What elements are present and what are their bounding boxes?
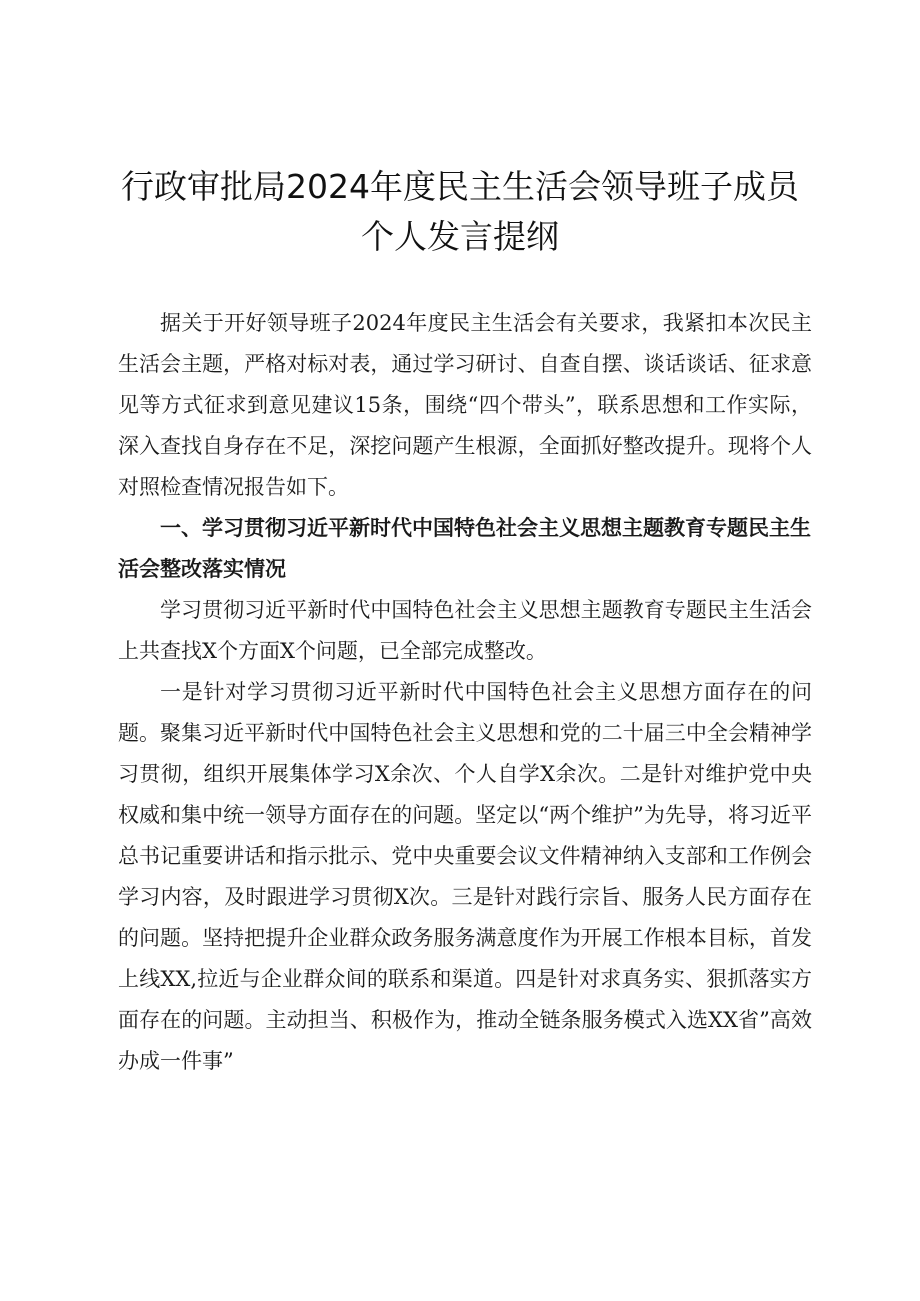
document-body [118,303,812,1082]
section-summary-paragraph: 学习贯彻习近平新时代中国特色社会主义思想主题教育专题民主生活会上共查找X个方面X个问题，已全部完成整改。 [118,598,812,663]
document-title: 行政审批局2024年度民主生活会领导班子成员个人发言提纲 [121,167,799,256]
intro-paragraph: 据关于开好领导班子2024年度民主生活会有关要求，我紧扣本次民主生活会主题，严格对标对表，通过学习研讨、自查自摆、谈话谈话、征求意见等方式征求到意见建议15条，围绕“四个带头”，联系思想和工作实际，深入查找自身存在不足，深挖问题产生根源，全面抓好整改提升。现将个人对照检查情况报告如下。 [118,311,812,499]
rectification-details-paragraph: 一是针对学习贯彻习近平新时代中国特色社会主义思想方面存在的问题。聚集习近平新时代中国特色社会主义思想和党的二十届三中全会精神学习贯彻，组织开展集体学习X余次、个人自学X余次。二是针对维护党中央权威和集中统一领导方面存在的问题。坚定以“两个维护”为先导，将习近平总书记重要讲话和指示批示、党中央重要会议文件精神纳入支部和工作例会学习内容，及时跟进学习贯彻X次。三是针对践行宗旨、服务人民方面存在的问题。坚持把提升企业群众政务服务满意度作为开展工作根本目标，首发上线XX,拉近与企业群众间的联系和渠道。四是针对求真务实、狠抓落实方面存在的问题。主动担当、积极作为，推动全链条服务模式入选XX省”高效办成一件事” [118,680,812,1073]
section-heading-1: 一、学习贯彻习近平新时代中国特色社会主义思想主题教育专题民主生活会整改落实情况 [118,516,811,581]
